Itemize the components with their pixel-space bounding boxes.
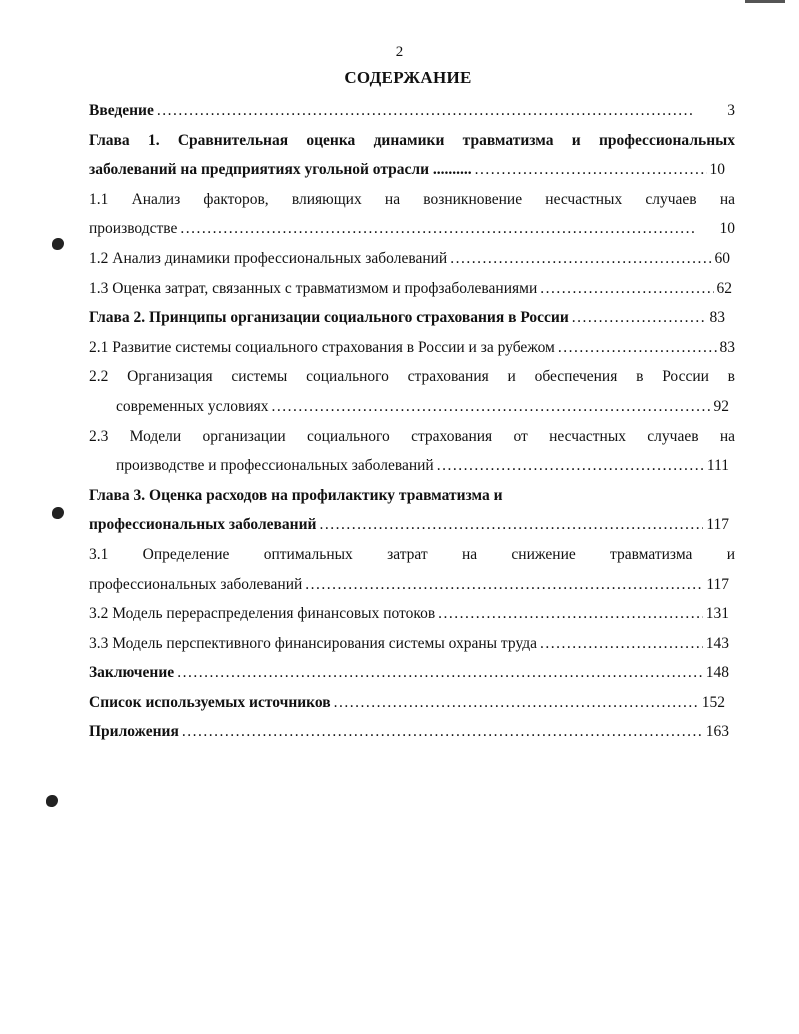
leader-dots [334, 688, 699, 718]
toc-entry-label-continued: современных условиях [116, 397, 269, 415]
toc-entry-intro[interactable] [89, 96, 735, 126]
toc-entry-3-3[interactable] [89, 629, 735, 659]
table-of-contents [89, 96, 735, 747]
toc-entry-1-1[interactable] [89, 185, 735, 244]
punch-hole-mark [46, 795, 58, 807]
toc-entry-label-continued: производстве [89, 220, 178, 238]
toc-entry-label: Введение [89, 102, 154, 119]
leader-dots [177, 658, 703, 688]
toc-entry-label-continued: профессиональных заболеваний [89, 575, 303, 593]
toc-entry-label: Список используемых источников [89, 693, 331, 711]
toc-entry-chapter-2[interactable] [89, 303, 735, 333]
toc-entry-label: 2.3 Модели организации социального страхования от несчастных случаев на [89, 427, 735, 445]
toc-page-number: 148 [705, 664, 729, 682]
toc-entry-1-3[interactable] [89, 274, 735, 304]
toc-entry-label: 2.1 Развитие системы социального страхования в России и за рубежом [89, 338, 555, 356]
toc-entry-chapter-3[interactable] [89, 481, 735, 540]
leader-dots [572, 303, 707, 333]
toc-page-number: 3 [727, 102, 735, 119]
leader-dots [272, 392, 711, 422]
leader-dots [450, 244, 711, 274]
toc-page-number: 83 [709, 309, 725, 327]
toc-entry-label: 1.1 Анализ факторов, влияющих на возникновение несчастных случаев на [89, 190, 735, 208]
toc-entry-2-2[interactable] [89, 362, 735, 421]
toc-entry-label: Приложения [89, 723, 179, 741]
toc-page-number: 152 [701, 693, 725, 711]
toc-entry-label: Глава 3. Оценка расходов на профилактику травматизма и [89, 486, 503, 504]
toc-entry-label: Глава 1. Сравнительная оценка динамики травматизма и профессиональных [89, 131, 735, 149]
toc-page-number: 83 [719, 338, 735, 356]
toc-entry-label: 1.2 Анализ динамики профессиональных заболеваний [89, 249, 448, 267]
toc-page-number: 92 [713, 397, 729, 415]
toc-entry-3-1[interactable] [89, 540, 735, 599]
toc-page-number: 143 [705, 634, 729, 652]
toc-entry-1-2[interactable] [89, 244, 735, 274]
toc-page-number: 117 [706, 516, 729, 534]
leader-dots [319, 510, 703, 540]
toc-page-number: 111 [706, 457, 729, 475]
leader-dots [540, 629, 703, 659]
leader-dots [305, 570, 703, 600]
leader-dots [182, 717, 703, 747]
toc-entry-2-1[interactable] [89, 333, 735, 363]
leader-dots [437, 451, 704, 481]
toc-page-number: 10 [719, 220, 735, 238]
toc-page-number: 131 [705, 605, 729, 623]
punch-hole-mark [52, 238, 64, 250]
toc-entry-conclusion[interactable] [89, 658, 735, 688]
toc-page-number: 60 [714, 249, 730, 267]
leader-dots [180, 214, 694, 244]
toc-entry-label: Заключение [89, 664, 175, 682]
scan-artifact [745, 0, 785, 3]
toc-entry-label: 3.2 Модель перераспределения финансовых потоков [89, 605, 436, 623]
leader-dots [540, 274, 713, 304]
toc-entry-appendix[interactable] [89, 717, 735, 747]
page-title: СОДЕРЖАНИЕ [344, 68, 472, 87]
toc-page-number: 117 [706, 575, 729, 593]
page-number: 2 [395, 44, 404, 60]
toc-entry-label-continued: заболеваний на предприятиях угольной отрасли .......... [89, 161, 472, 179]
leader-dots [438, 599, 703, 629]
toc-entry-chapter-1[interactable] [89, 126, 735, 185]
punch-hole-mark [52, 507, 64, 519]
toc-entry-label: 2.2 Организация системы социального страхования и обеспечения в России в [89, 368, 735, 386]
toc-entry-label: 3.1 Определение оптимальных затрат на снижение травматизма и [89, 545, 735, 563]
toc-page-number: 10 [709, 161, 725, 179]
leader-dots [157, 96, 694, 126]
toc-entry-label: 1.3 Оценка затрат, связанных с травматизмом и профзаболеваниями [89, 279, 538, 297]
toc-entry-label: 3.3 Модель перспективного финансирования системы охраны труда [89, 634, 537, 652]
toc-page-number: 163 [705, 723, 729, 741]
toc-entry-2-3[interactable] [89, 422, 735, 481]
leader-dots [475, 155, 707, 185]
toc-entry-sources[interactable] [89, 688, 735, 718]
leader-dots [558, 333, 717, 363]
toc-entry-label-continued: профессиональных заболеваний [89, 516, 317, 534]
toc-entry-label: Глава 2. Принципы организации социального страхования в России [89, 309, 569, 327]
toc-entry-label-continued: производстве и профессиональных заболеваний [116, 457, 434, 475]
toc-page-number: 62 [716, 279, 732, 297]
toc-entry-3-2[interactable] [89, 599, 735, 629]
